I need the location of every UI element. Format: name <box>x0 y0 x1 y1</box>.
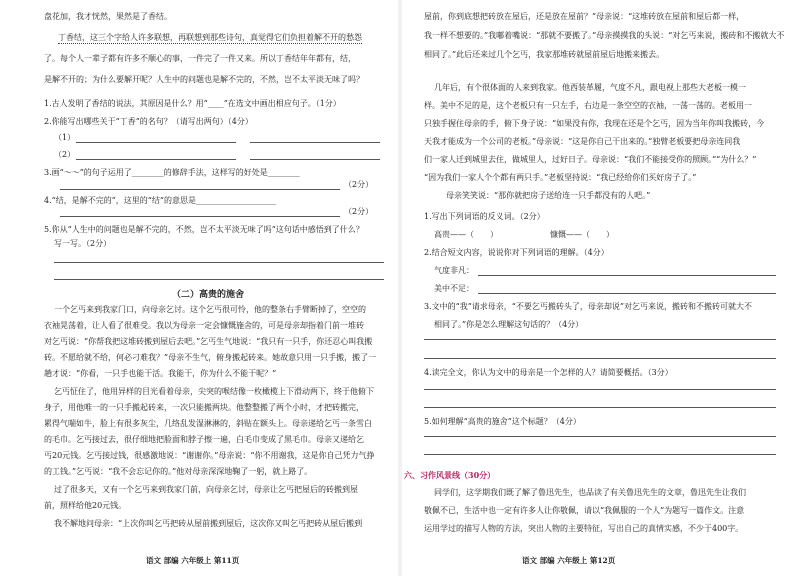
story-line: 屋前，你到底想把砖放在屋后，还是放在屋前？”母亲说：“这堆砖放在屋前和屋后都一样， <box>424 12 745 21</box>
intro-line: 是解不开的；为什么要解开呢？人生中的问题也是解不完的，不然，岂不太平淡无味了吗？ <box>44 75 364 84</box>
story-title: （二）高贵的施舍 <box>172 290 245 300</box>
answer-line[interactable] <box>60 189 340 190</box>
story-line: 过了很多天，又有一个乞丐来到我家门前，向母亲乞讨，母亲让乞丐把屋后的砖搬到屋 <box>54 485 358 494</box>
q1-word-1: 高贵——（ ） <box>434 230 498 239</box>
question-3: 3.画“～～”的句子运用了________的修辞手法，这样写的好处是________ <box>44 168 300 177</box>
answer-line[interactable] <box>424 339 776 340</box>
intro-line-wavy: 丁香结，这三个字给人许多联想，再联想到那些诗句，真觉得它们负担着解不开的愁怨 <box>58 33 362 42</box>
q1-word-2: 慷慨——（ ） <box>550 230 614 239</box>
q2-term-b: 美中不足： <box>434 284 474 293</box>
section-heading: 六、习作风景线（30分） <box>404 470 496 480</box>
q2-option-1-label: （1） <box>54 133 76 142</box>
page-footer: 语文 部编 六年级上 第11页 <box>146 556 240 565</box>
story-line: “因为我们一家人个个都有两只手。”老板坚持说：“我已经给你们买好房子了。” <box>424 173 697 182</box>
question-4: 4.读完全文，你认为文中的母亲是一个怎样的人？请简要概括。（3分） <box>424 368 673 377</box>
essay-prompt-line: 运用学过的描写人物的方法，突出人物的主要特征，写出自己的真情实感，不少于400字。 <box>424 524 744 533</box>
story-line: 的毛巾。乞丐接过去，很仔细地把脸面和脖子擦一遍，白毛巾变成了黑毛巾。母亲又递给乞 <box>44 435 364 444</box>
question-2: 2.你能写出哪些关于“丁香”的名句？（请写出两句）（4分） <box>44 117 253 126</box>
story-line: 一个乞丐来到我家门口，向母亲乞讨。这个乞丐很可怜，他的整条右手臂断掉了，空空的 <box>54 305 366 314</box>
answer-line[interactable] <box>54 262 384 263</box>
story-line: 衣袖晃荡着，让人看了很难受。我以为母亲一定会慷慨施舍的，可是母亲却指着门前一堆砖 <box>44 321 364 330</box>
story-line: 们一家人迁到城里去住，做城里人，过好日子。母亲说：“我们不能接受你的照顾。”“为什么？” <box>424 155 757 164</box>
story-line: 身子，用他唯一的一只手搬起砖来，一次只能搬两块。他整整搬了两个小时，才把砖搬完， <box>44 403 364 412</box>
question-5: 5.如何理解“高贵的施舍”这个标题？（4分） <box>424 417 581 426</box>
story-line: 砖。不愿给就不给，何必刁难我？”母亲不生气，俯身搬起砖来。她故意只用一只手搬，搬了一 <box>44 353 377 362</box>
answer-line[interactable] <box>424 407 776 408</box>
intro-line: 盘花加，我才恍然，果然是了香结。 <box>44 12 172 21</box>
page-footer: 语文 部编 六年级上 第12页 <box>522 556 616 565</box>
answer-line[interactable] <box>478 293 776 294</box>
question-1: 1.写出下列词语的反义词。（2分） <box>424 212 545 221</box>
story-line: 对乞丐说：“你帮我把这堆砖搬到屋后去吧。”乞丐生气地说：“我只有一只手，你还忍心叫我搬 <box>44 337 373 346</box>
answer-line[interactable] <box>250 159 380 160</box>
essay-prompt-line: 敬佩不已，生活中也一定有许多人让你敬佩，请以“我佩服的一个人”为题写一篇作文。注意 <box>424 506 745 515</box>
answer-line[interactable] <box>60 216 340 217</box>
answer-line[interactable] <box>478 275 776 276</box>
story-line: 乞丐怔住了，他用异样的目光看着母亲，尖突的喉结像一枚橄榄上下滑动两下，终于他俯下 <box>54 387 374 396</box>
intro-line: 了。每个人一辈子都有许多不顺心的事，一件完了一件又来。所以丁香结年年都有，结， <box>44 54 356 63</box>
question-5-cont: 写一写。（2分） <box>54 239 112 248</box>
answer-line[interactable] <box>76 159 236 160</box>
story-line: 相同了。”此后还来过几个乞丐，我家那堆砖就屋前屋后地搬来搬去。 <box>424 50 665 59</box>
essay-prompt-line: 同学们，这学期我们既了解了鲁迅先生，也品读了有关鲁迅先生的文章，鲁迅先生让我们 <box>434 488 746 497</box>
story-line: 我一样不想要的。”我嘟着嘴说：“那就不要搬了。”母亲摸摸我的头说：“对乞丐来说，搬砖和不搬就大不 <box>424 31 785 40</box>
question-2: 2.结合短文内容，说说你对下列词语的理解。（4分） <box>424 248 609 257</box>
story-line: 前，照样给他20元钱。 <box>44 501 127 510</box>
story-line: 只独手握住母亲的手，俯下身子说：“如果没有你，我现在还是个乞丐，因为当年你叫我搬砖，今 <box>424 119 765 128</box>
story-line: 几年后，有个很体面的人来到我家。他西装革履，气度不凡，跟电视上那些大老板一模一 <box>434 83 746 92</box>
q4-score: （2分） <box>344 207 374 216</box>
answer-line[interactable] <box>250 142 380 143</box>
story-line: 我不解地问母亲：“上次你叫乞丐把砖从屋前搬到屋后，这次你又叫乞丐把砖从屋后搬到 <box>54 519 363 528</box>
q2-option-2-label: （2） <box>54 150 76 159</box>
answer-line[interactable] <box>76 142 236 143</box>
story-line: 样。美中不足的是，这个老板只有一只左手，右边是一条空空的衣袖，一荡一荡的。老板用一 <box>424 101 752 110</box>
answer-line[interactable] <box>54 279 384 280</box>
q2-term-a: 气度非凡： <box>434 266 474 275</box>
answer-line[interactable] <box>424 454 776 455</box>
story-line: 母亲笑笑说：“那你就把房子送给连一只手都没有的人吧。” <box>446 191 651 200</box>
answer-line[interactable] <box>424 389 776 390</box>
question-3: 3.文中的“我”请求母亲，“不要乞丐搬砖头了，母亲却说”对乞丐来说，搬砖和不搬砖可就大不 <box>424 302 752 311</box>
answer-line[interactable] <box>424 436 776 437</box>
right-page <box>402 0 800 576</box>
question-4: 4.“结，是解不完的”，这里的“结”的意思是____________________ <box>44 196 276 205</box>
story-line: 趟才说：“你看，一只手也能干活。我能干，你为什么不能干呢？” <box>44 369 277 378</box>
question-1: 1.古人发明了香结的说法，其原因是什么？用“____”在选文中画出相应句子。（1分） <box>44 99 341 108</box>
question-5: 5.你从“人生中的问题也是解不完的，不然，岂不太平淡无味了吗”这句话中感悟到了什么？ <box>44 225 364 234</box>
story-line: 累得气喘如牛，脸上有很多灰尘，几络乱发湿淋淋的，斜贴在额头上。母亲递给乞丐一条雪白 <box>44 419 372 428</box>
q3-score: （2分） <box>344 180 374 189</box>
question-3-cont: 相同了。”你是怎么理解这句话的？（4分） <box>434 320 584 329</box>
answer-line[interactable] <box>424 358 776 359</box>
story-line: 天我才能成为一个公司的老板。”母亲说：“这是你自己干出来的。”独臂老板要把母亲连同我 <box>424 137 741 146</box>
story-line: 丐20元钱。乞丐接过钱，很感激地说：“谢谢你。”母亲说：“你不用谢我，这是你自己凭力气挣 <box>44 451 375 460</box>
left-page <box>0 0 398 576</box>
story-line: 的工钱。”乞丐说：“我不会忘记你的。”他对母亲深深地鞠了一躬，就上路了。 <box>44 467 313 476</box>
